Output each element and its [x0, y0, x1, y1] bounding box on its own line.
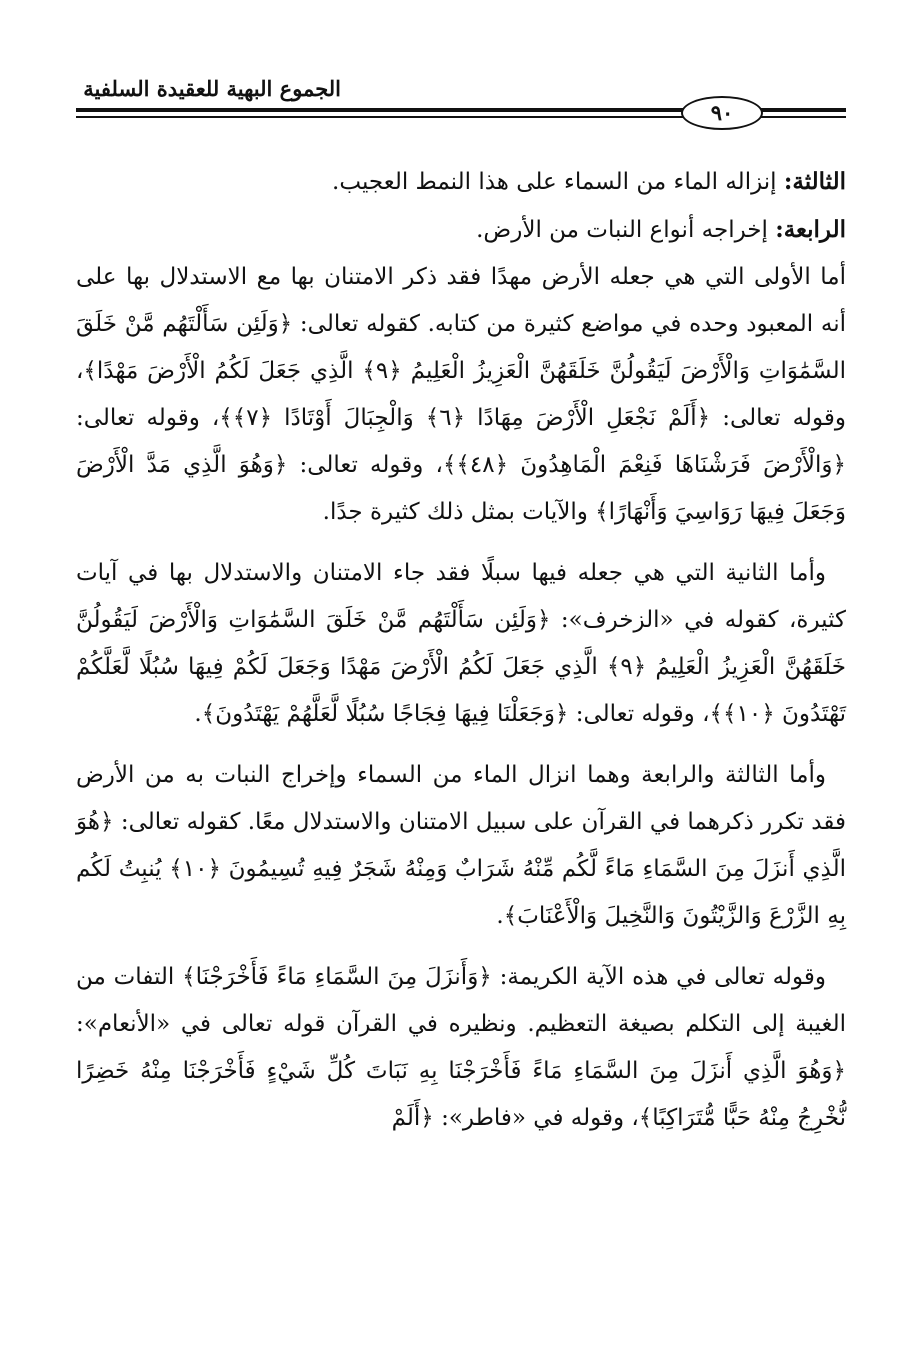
- paragraph-third-fourth-explained: [76, 752, 846, 940]
- term-label: الرابعة:: [775, 216, 846, 243]
- paragraph-text: إنزاله الماء من السماء على هذا النمط العجيب.: [332, 169, 784, 195]
- paragraph-third: [76, 158, 846, 206]
- paragraph-fourth: [76, 206, 846, 254]
- paragraph-text: وقوله تعالى في هذه الآية الكريمة: ﴿وَأَنزَلَ مِنَ السَّمَاءِ مَاءً فَأَخْرَجْنَا﴾ التفات من الغيبة إلى التكلم بصيغة التعظيم. ونظيره في القرآن قوله تعالى في «الأنعام»: ﴿وَهُوَ الَّذِي أَنزَلَ مِنَ السَّمَاءِ مَاءً فَأَخْرَجْنَا بِهِ نَبَاتَ كُلِّ شَيْءٍ فَأَخْرَجْنَا مِنْهُ خَضِرًا نُّخْرِجُ مِنْهُ حَبًّا مُّتَرَاكِبًا﴾، وقوله في «فاطر»: ﴿أَلَمْ: [76, 964, 846, 1131]
- paragraph-text: وأما الثالثة والرابعة وهما انزال الماء من السماء وإخراج النبات به من الأرض فقد تكرر ذكرهما في القرآن على سبيل الامتنان والاستدلال معًا. كقوله تعالى: ﴿هُوَ الَّذِي أَنزَلَ مِنَ السَّمَاءِ مَاءً لَّكُم مِّنْهُ شَرَابٌ وَمِنْهُ شَجَرٌ فِيهِ تُسِيمُونَ ﴿١٠﴾ يُنبِتُ لَكُم بِهِ الزَّرْعَ وَالزَّيْتُونَ وَالنَّخِيلَ وَالْأَعْنَابَ﴾.: [76, 762, 846, 929]
- paragraph-first-explained: [76, 254, 846, 536]
- running-title: الجموع البهية للعقيدة السلفية: [83, 76, 341, 101]
- paragraph-second-explained: [76, 550, 846, 738]
- page-number: ٩٠: [681, 96, 763, 130]
- paragraph-text: وأما الثانية التي هي جعله فيها سبلًا فقد جاء الامتنان والاستدلال بها في آيات كثيرة، كقوله في «الزخرف»: ﴿وَلَئِن سَأَلْتَهُم مَّنْ خَلَقَ السَّمَٰوَاتِ وَالْأَرْضَ لَيَقُولُنَّ خَلَقَهُنَّ الْعَزِيزُ الْعَلِيمُ ﴿٩﴾ الَّذِي جَعَلَ لَكُمُ الْأَرْضَ مَهْدًا وَجَعَلَ لَكُمْ فِيهَا سُبُلًا لَّعَلَّكُمْ تَهْتَدُونَ ﴿١٠﴾﴾، وقوله تعالى: ﴿وَجَعَلْنَا فِيهَا فِجَاجًا سُبُلًا لَّعَلَّهُمْ يَهْتَدُونَ﴾.: [76, 560, 846, 727]
- paragraph-iltifat: [76, 954, 846, 1142]
- term-label: الثالثة:: [783, 168, 846, 195]
- paragraph-text: أما الأولى التي هي جعله الأرض مهدًا فقد ذكر الامتنان بها مع الاستدلال بها على أنه المعبود وحده في مواضع كثيرة من كتابه. كقوله تعالى: ﴿وَلَئِن سَأَلْتَهُم مَّنْ خَلَقَ السَّمَٰوَاتِ وَالْأَرْضَ لَيَقُولُنَّ خَلَقَهُنَّ الْعَزِيزُ الْعَلِيمُ ﴿٩﴾ الَّذِي جَعَلَ لَكُمُ الْأَرْضَ مَهْدًا﴾، وقوله تعالى: ﴿أَلَمْ نَجْعَلِ الْأَرْضَ مِهَادًا ﴿٦﴾ وَالْجِبَالَ أَوْتَادًا ﴿٧﴾﴾، وقوله تعالى: ﴿وَالْأَرْضَ فَرَشْنَاهَا فَنِعْمَ الْمَاهِدُونَ ﴿٤٨﴾﴾، وقوله تعالى: ﴿وَهُوَ الَّذِي مَدَّ الْأَرْضَ وَجَعَلَ فِيهَا رَوَاسِيَ وَأَنْهَارًا﴾ والآيات بمثل ذلك كثيرة جدًا.: [76, 264, 846, 525]
- paragraph-text: إخراجه أنواع النبات من الأرض.: [476, 217, 776, 243]
- page-header: [76, 72, 846, 132]
- page-body: [76, 158, 846, 1142]
